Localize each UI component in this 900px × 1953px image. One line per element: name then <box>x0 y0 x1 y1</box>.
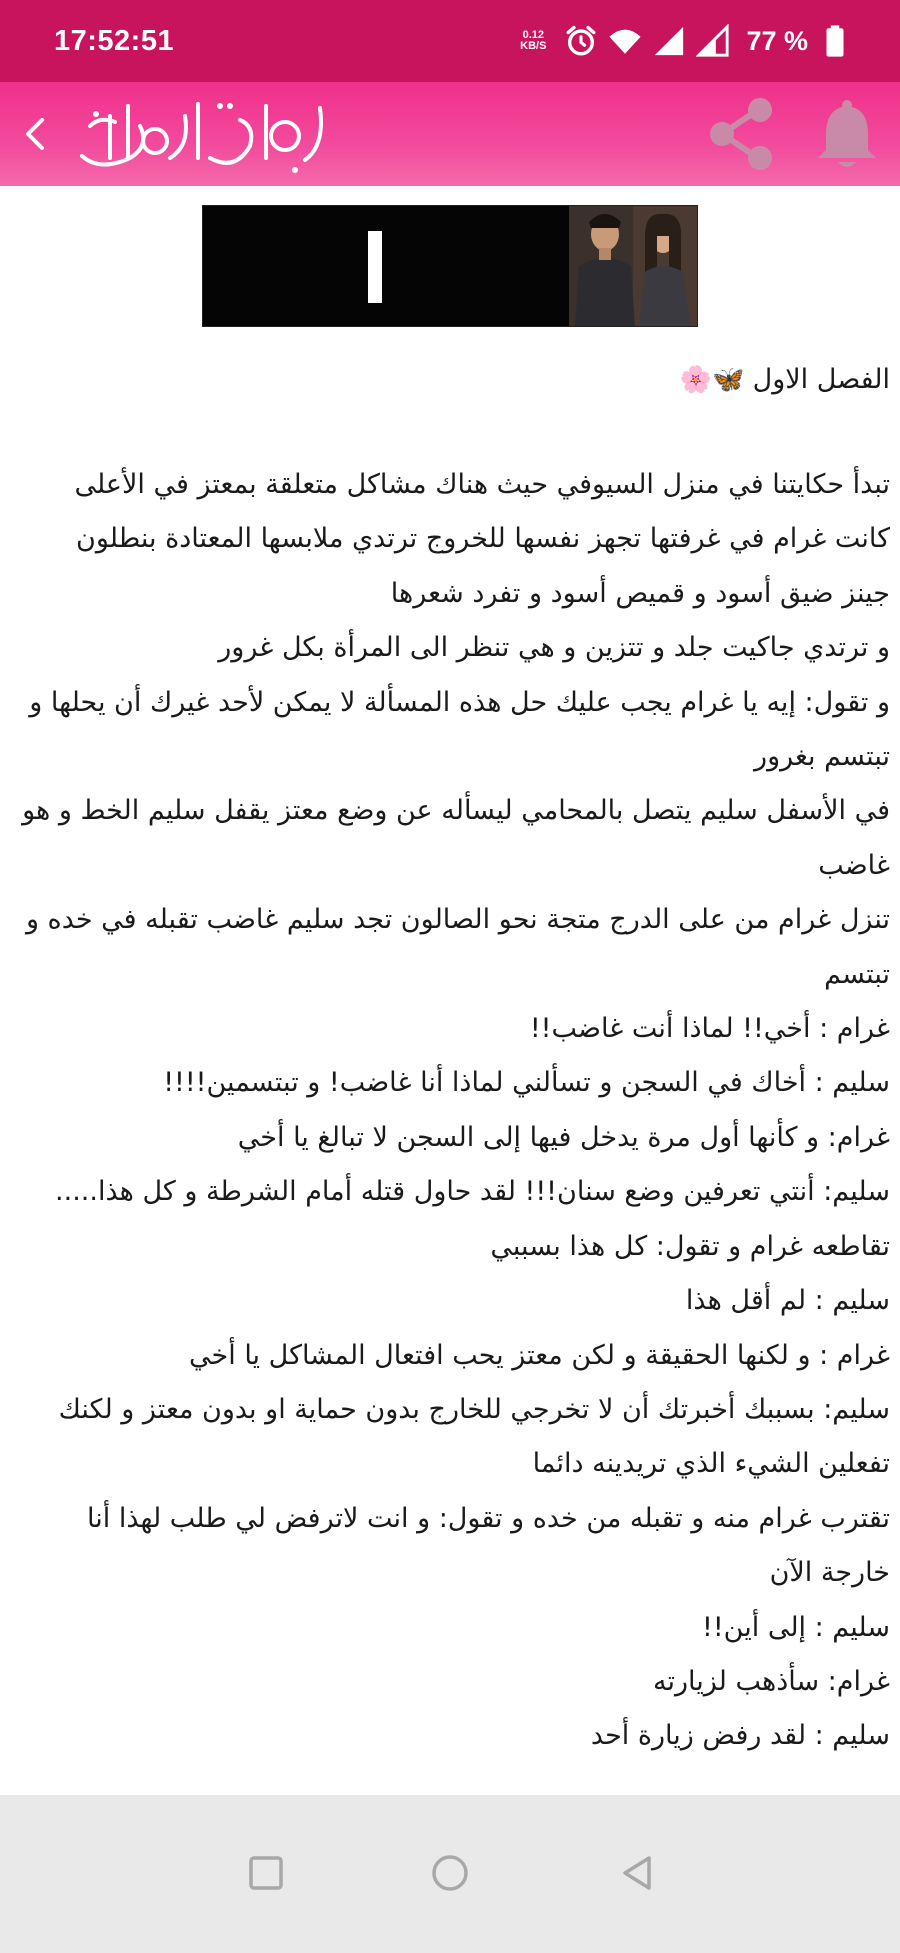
paragraph: تقترب غرام منه و تقبله من خده و تقول: و انت لاترفض لي طلب لهذا أنا خارجة الآن <box>87 1502 890 1589</box>
paragraph: و ترتدي جاكيت جلد و تتزين و هي تنظر الى المرأة بكل غرور <box>218 632 890 664</box>
paragraph: و تقول: إيه يا غرام يجب عليك حل هذه المسألة لا يمكن لأحد غيرك أن يحلها و تبتسم بغرور <box>29 686 890 773</box>
chapter-title <box>22 352 890 408</box>
navigation-bar <box>0 1795 900 1953</box>
chapter-title-text: الفصل الاول <box>752 364 890 395</box>
status-bar <box>0 0 900 82</box>
cover-title-mark <box>368 231 382 303</box>
paragraph: سليم : لم أقل هذا <box>685 1285 890 1317</box>
back-button[interactable] <box>14 110 54 158</box>
cover-photo <box>569 206 697 327</box>
paragraph: غرام : و لكنها الحقيقة و لكن معتز يحب افتعال المشاكل يا أخي <box>189 1339 890 1371</box>
signal-icon <box>652 24 686 58</box>
battery-icon <box>818 24 852 58</box>
recents-icon <box>246 1853 286 1893</box>
paragraph: تقاطعه غرام و تقول: كل هذا بسببي <box>490 1230 890 1262</box>
app-bar <box>0 82 900 186</box>
network-speed-unit: KB/S <box>520 40 547 52</box>
paragraph: تنزل غرام من على الدرج متجة نحو الصالون تجد سليم غاضب تقبله في خده و تبتسم <box>25 904 890 990</box>
alarm-icon <box>564 24 598 58</box>
paragraph: تبدأ حكايتنا في منزل السيوفي حيث هناك مشاكل متعلقة بمعتز في الأعلى كانت غرام في غرفتها تجهز نفسها للخروج ترتدي ملابسها المعتادة بنطلون جينز ضيق أسود و قميص أسود و تفرد شعرها <box>74 469 890 609</box>
network-speed <box>520 30 546 52</box>
status-icons <box>520 24 852 58</box>
share-icon <box>702 94 782 174</box>
back-triangle-icon <box>617 1852 659 1894</box>
recents-button[interactable] <box>236 1843 296 1903</box>
cover-image <box>202 205 698 327</box>
paragraph: غرام: و كأنها أول مرة يدخل فيها إلى السجن لا تبالغ يا أخي <box>237 1121 890 1153</box>
wifi-icon <box>608 24 642 58</box>
home-button[interactable] <box>420 1843 480 1903</box>
paragraph: سليم: بسببك أخبرتك أن لا تخرجي للخارج بدون حماية او بدون معتز و لكنك تفعلين الشيء الذي تريدينه دائما <box>58 1393 890 1480</box>
system-back-button[interactable] <box>608 1843 668 1903</box>
network-speed-value: 0.12 <box>522 29 545 41</box>
chapter-content <box>22 352 890 1764</box>
signal-icon <box>696 24 730 58</box>
paragraph: سليم : أخاك في السجن و تسألني لماذا أنا غاضب! و تبتسمين!!!! <box>163 1067 890 1099</box>
paragraph: سليم : لقد رفض زيارة أحد <box>590 1720 890 1752</box>
paragraph: في الأسفل سليم يتصل بالمحامي ليسأله عن وضع معتز يقفل سليم الخط و هو غاضب <box>22 795 890 881</box>
bell-icon <box>812 96 882 172</box>
battery-percent: 77 % <box>746 25 808 56</box>
paragraph: غرام : أخي!! لماذا أنت غاضب!! <box>529 1013 890 1045</box>
paragraph: سليم: أنتي تعرفين وضع سنان!!! لقد حاول قتله أمام الشرطة و كل هذا..... <box>55 1176 890 1208</box>
home-icon <box>429 1852 471 1894</box>
notifications-button[interactable] <box>812 96 882 172</box>
paragraph: سليم : إلى أين!! <box>702 1611 890 1643</box>
status-time: 17:52:51 <box>54 24 175 57</box>
chapter-emoji: 🦋🌸 <box>679 365 745 395</box>
share-button[interactable] <box>702 94 782 174</box>
chevron-left-icon <box>20 114 48 154</box>
paragraph: غرام: سأذهب لزيارته <box>652 1665 890 1697</box>
app-logo <box>70 86 340 182</box>
